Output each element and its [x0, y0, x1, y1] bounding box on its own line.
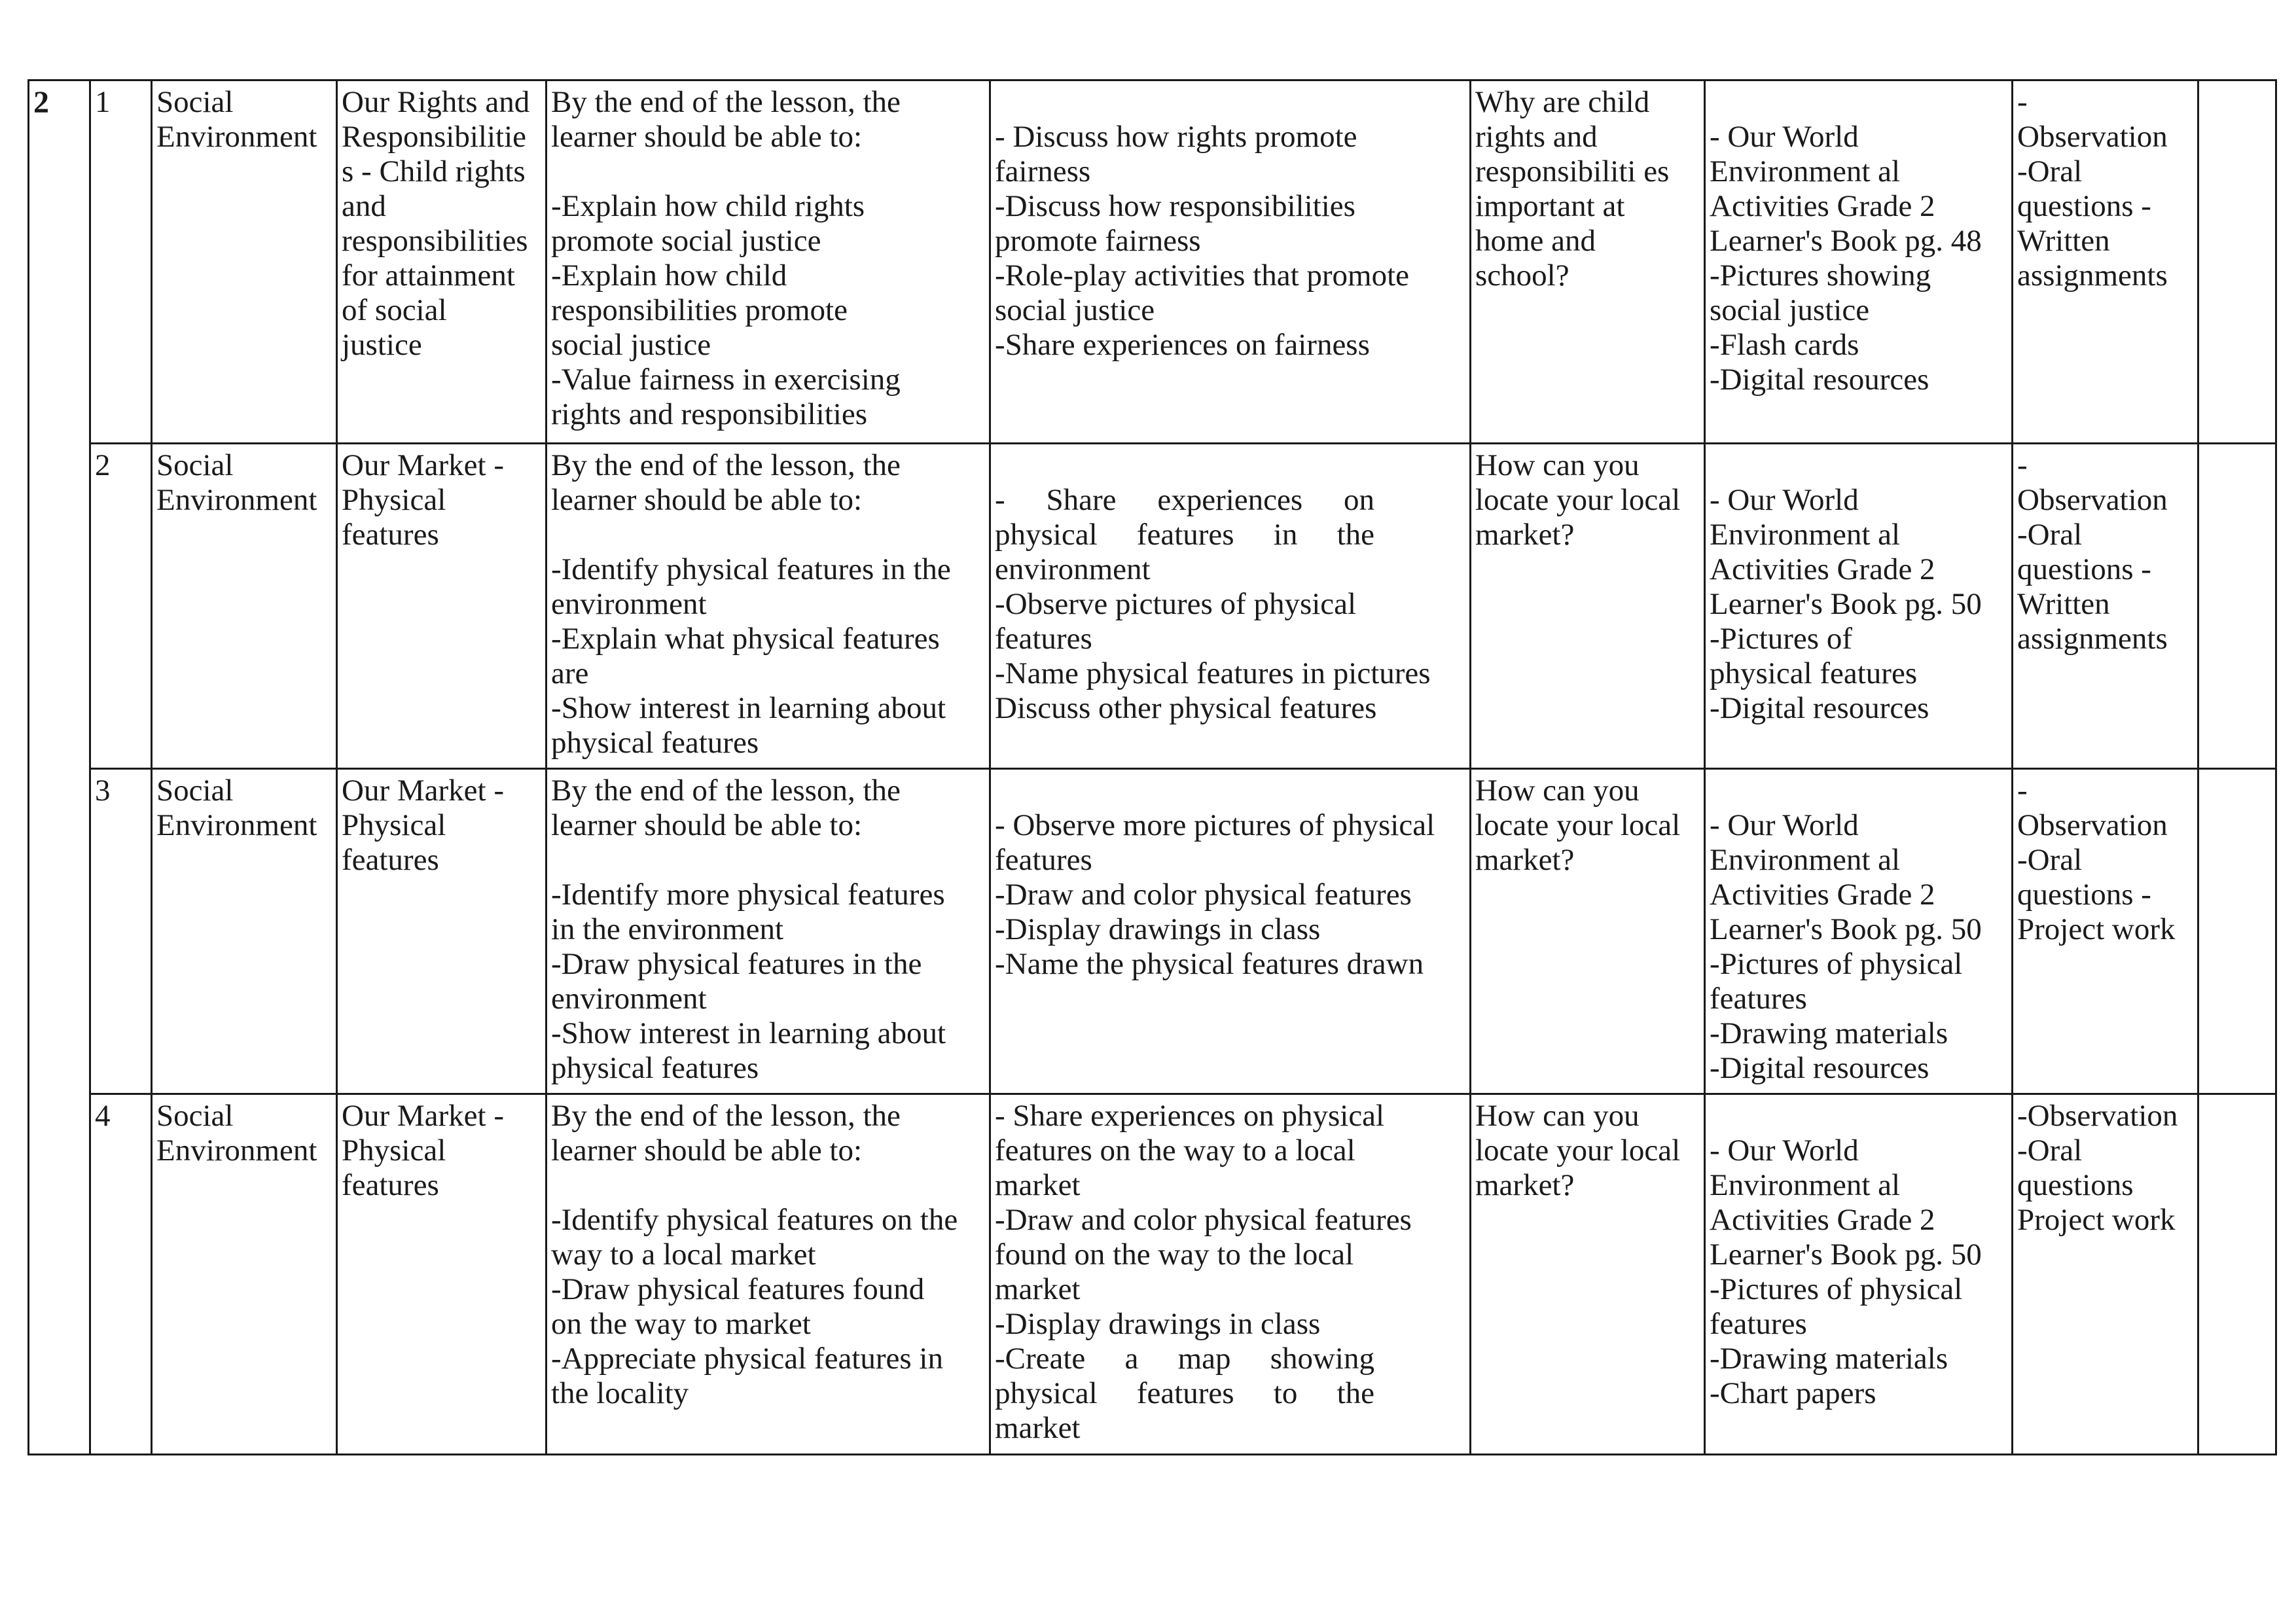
outcome-item: -Draw physical features in the [551, 947, 922, 981]
experience-item: physical features to the [995, 1376, 1374, 1410]
resource-item: Learner's Book pg. 50 [1710, 1238, 1982, 1272]
outcome-item: social justice [551, 328, 711, 362]
experience-item: -Name the physical features drawn [995, 947, 1424, 981]
resources-cell [1705, 1094, 2013, 1455]
resources-cell [1705, 769, 2013, 1094]
week-cell [29, 80, 90, 1455]
experience-item: social justice [995, 293, 1155, 327]
resource-item: Activities Grade 2 [1710, 878, 1935, 912]
sub-strand-line: for attainment [342, 259, 515, 293]
resource-item: -Pictures of physical [1710, 1272, 1963, 1306]
strand-cell [152, 444, 337, 769]
assessment-cell [2013, 80, 2198, 444]
experience-item: features [995, 843, 1092, 877]
inquiry-line: locate your local [1475, 1133, 1681, 1168]
resource-item: -Digital resources [1710, 1051, 1929, 1085]
sub-strand-line: Responsibilitie [342, 120, 526, 154]
outcome-item: environment [551, 982, 707, 1016]
resource-item: Environment al [1710, 1168, 1901, 1202]
experience-item: market [995, 1272, 1081, 1306]
remarks-cell [2198, 80, 2276, 444]
experiences-cell [990, 1094, 1471, 1455]
sub-strand-cell [337, 444, 547, 769]
outcome-item: in the environment [551, 912, 784, 946]
experience-item: features on the way to a local [995, 1133, 1355, 1168]
scheme-of-work [27, 79, 2275, 1455]
strand-line: Social [156, 1099, 234, 1133]
sub-strand-line: features [342, 1168, 439, 1202]
inquiry-cell [1471, 769, 1705, 1094]
assessment-line: assignments [2017, 259, 2168, 293]
assessment-cell [2013, 1094, 2198, 1455]
outcome-item: promote social justice [551, 224, 821, 258]
resource-item: physical features [1710, 656, 1918, 690]
outcomes-intro: learner should be able to: [551, 120, 863, 154]
lesson-cell [90, 769, 152, 1094]
week-number: 2 [33, 85, 49, 120]
resource-item: features [1710, 1307, 1807, 1341]
experience-item: -Draw and color physical features [995, 1203, 1412, 1237]
experience-item: physical features in the [995, 518, 1374, 552]
assessment-line: -Oral [2017, 843, 2083, 877]
sub-strand-line: Our Market - [342, 448, 504, 482]
resource-item: -Pictures of [1710, 622, 1852, 656]
inquiry-line: market? [1475, 1168, 1575, 1202]
strand-line: Environment [156, 1133, 317, 1168]
lesson-cell [90, 444, 152, 769]
resource-item: -Pictures showing [1710, 259, 1931, 293]
assessment-line: -Observation [2017, 1099, 2178, 1133]
outcome-item: -Appreciate physical features in [551, 1342, 943, 1376]
outcome-item: responsibilities promote [551, 293, 848, 327]
inquiry-line: market? [1475, 518, 1575, 552]
outcome-item: on the way to market [551, 1307, 811, 1341]
sub-strand-line: features [342, 518, 439, 552]
outcome-item: -Identify physical features in the [551, 552, 951, 586]
inquiry-line: Why are child [1475, 85, 1650, 119]
experience-item: market [995, 1168, 1081, 1202]
assessment-line: Project work [2017, 912, 2176, 946]
resource-item: -Flash cards [1710, 328, 1859, 362]
inquiry-line: school? [1475, 259, 1570, 293]
outcomes-intro: By the end of the lesson, the [551, 1099, 901, 1133]
experience-item: -Name physical features in pictures [995, 656, 1431, 690]
resource-item: Activities Grade 2 [1710, 1203, 1935, 1237]
assessment-line: assignments [2017, 622, 2168, 656]
remarks-cell [2198, 1094, 2276, 1455]
outcome-item: -Identify more physical features [551, 878, 945, 912]
outcome-item: way to a local market [551, 1238, 816, 1272]
experience-item: -Display drawings in class [995, 1307, 1321, 1341]
inquiry-line: How can you [1475, 1099, 1640, 1133]
experience-item: -Display drawings in class [995, 912, 1321, 946]
experiences-cell [990, 769, 1471, 1094]
lesson-number: 2 [95, 448, 111, 482]
assessment-line: - [2017, 448, 2028, 482]
assessment-line: -Oral [2017, 1133, 2083, 1168]
outcome-item: -Identify physical features on the [551, 1203, 958, 1237]
experience-item: -Create a map showing [995, 1342, 1374, 1376]
experience-item: - Share experiences on physical [995, 1099, 1385, 1133]
table-row [29, 444, 2276, 769]
inquiry-cell [1471, 444, 1705, 769]
outcomes-cell [547, 769, 990, 1094]
sub-strand-line: Physical [342, 483, 446, 517]
experience-item: features [995, 622, 1092, 656]
assessment-line: Written [2017, 224, 2110, 258]
assessment-line: -Oral [2017, 518, 2083, 552]
experience-item: - Share experiences on [995, 483, 1374, 517]
sub-strand-line: Physical [342, 808, 446, 842]
table-row [29, 769, 2276, 1094]
inquiry-cell [1471, 1094, 1705, 1455]
inquiry-line: locate your local [1475, 483, 1681, 517]
resource-item: social justice [1710, 293, 1870, 327]
inquiry-cell [1471, 80, 1705, 444]
sub-strand-line: features [342, 843, 439, 877]
experience-item: -Share experiences on fairness [995, 328, 1370, 362]
experience-item: fairness [995, 154, 1091, 188]
resource-item: Environment al [1710, 843, 1901, 877]
assessment-line: Written [2017, 587, 2110, 621]
outcome-item: -Explain how child [551, 259, 787, 293]
assessment-line: -Oral [2017, 154, 2083, 188]
experience-item: - Discuss how rights promote [995, 120, 1357, 154]
outcomes-intro: By the end of the lesson, the [551, 85, 901, 119]
experience-item: promote fairness [995, 224, 1201, 258]
assessment-line: Observation [2017, 483, 2168, 517]
strand-cell [152, 80, 337, 444]
resource-item: Activities Grade 2 [1710, 189, 1935, 223]
resource-item: - Our World [1710, 120, 1859, 154]
remarks-cell [2198, 769, 2276, 1094]
outcome-item: the locality [551, 1376, 689, 1410]
outcome-item: -Draw physical features found [551, 1272, 925, 1306]
inquiry-line: How can you [1475, 448, 1640, 482]
resource-item: Activities Grade 2 [1710, 552, 1935, 586]
resource-item: -Chart papers [1710, 1376, 1876, 1410]
table-body [29, 80, 2276, 1455]
resource-item: Learner's Book pg. 48 [1710, 224, 1982, 258]
sub-strand-line: Our Market - [342, 1099, 504, 1133]
experience-item: market [995, 1411, 1081, 1445]
sub-strand-line: and [342, 189, 386, 223]
strand-line: Social [156, 85, 234, 119]
resource-item: - Our World [1710, 808, 1859, 842]
inquiry-line: locate your local [1475, 808, 1681, 842]
outcome-item: -Value fairness in exercising [551, 363, 901, 397]
inquiry-line: responsibiliti es [1475, 154, 1670, 188]
resource-item: - Our World [1710, 1133, 1859, 1168]
experience-item: environment [995, 552, 1151, 586]
lesson-cell [90, 1094, 152, 1455]
sub-strand-cell [337, 80, 547, 444]
strand-line: Social [156, 448, 234, 482]
resource-item: -Digital resources [1710, 691, 1929, 725]
strand-cell [152, 769, 337, 1094]
assessment-cell [2013, 769, 2198, 1094]
strand-line: Environment [156, 483, 317, 517]
sub-strand-line: Our Rights and [342, 85, 530, 119]
assessment-line: questions - [2017, 189, 2151, 223]
resource-item: Environment al [1710, 154, 1901, 188]
lesson-number: 3 [95, 774, 111, 808]
inquiry-line: rights and [1475, 120, 1598, 154]
lesson-number: 1 [95, 85, 111, 119]
scheme-table [27, 79, 2277, 1455]
resource-item: -Drawing materials [1710, 1342, 1948, 1376]
assessment-line: questions - [2017, 552, 2151, 586]
resource-item: -Digital resources [1710, 363, 1929, 397]
outcomes-intro: learner should be able to: [551, 483, 863, 517]
resources-cell [1705, 444, 2013, 769]
strand-line: Environment [156, 808, 317, 842]
assessment-line: Observation [2017, 120, 2168, 154]
experience-item: -Discuss how responsibilities [995, 189, 1355, 223]
resource-item: Learner's Book pg. 50 [1710, 912, 1982, 946]
experience-item: Discuss other physical features [995, 691, 1377, 725]
outcome-item: -Show interest in learning about [551, 691, 946, 725]
outcomes-intro: learner should be able to: [551, 808, 863, 842]
strand-line: Environment [156, 120, 317, 154]
strand-line: Social [156, 774, 234, 808]
resource-item: -Pictures of physical [1710, 947, 1963, 981]
lesson-cell [90, 80, 152, 444]
outcome-item: -Explain what physical features [551, 622, 940, 656]
experience-item: -Role-play activities that promote [995, 259, 1410, 293]
assessment-line: questions [2017, 1168, 2134, 1202]
resources-cell [1705, 80, 2013, 444]
lesson-number: 4 [95, 1099, 111, 1133]
sub-strand-line: of social [342, 293, 447, 327]
resource-item: -Drawing materials [1710, 1016, 1948, 1050]
assessment-line: Project work [2017, 1203, 2176, 1237]
sub-strand-line: responsibilities [342, 224, 528, 258]
outcome-item: are [551, 656, 589, 690]
experiences-cell [990, 80, 1471, 444]
sub-strand-line: justice [342, 328, 422, 362]
outcome-item: physical features [551, 1051, 759, 1085]
inquiry-line: important at [1475, 189, 1625, 223]
inquiry-line: home and [1475, 224, 1596, 258]
assessment-line: - [2017, 85, 2028, 119]
sub-strand-cell [337, 1094, 547, 1455]
table-row [29, 1094, 2276, 1455]
assessment-cell [2013, 444, 2198, 769]
outcome-item: environment [551, 587, 707, 621]
table-row [29, 80, 2276, 444]
resource-item: Environment al [1710, 518, 1901, 552]
resource-item: Learner's Book pg. 50 [1710, 587, 1982, 621]
remarks-cell [2198, 444, 2276, 769]
experience-item: -Draw and color physical features [995, 878, 1412, 912]
experience-item: - Observe more pictures of physical [995, 808, 1435, 842]
sub-strand-cell [337, 769, 547, 1094]
outcomes-intro: By the end of the lesson, the [551, 774, 901, 808]
inquiry-line: How can you [1475, 774, 1640, 808]
outcome-item: -Explain how child rights [551, 189, 865, 223]
experiences-cell [990, 444, 1471, 769]
sub-strand-line: Physical [342, 1133, 446, 1168]
outcome-item: rights and responsibilities [551, 397, 868, 431]
assessment-line: Observation [2017, 808, 2168, 842]
outcomes-cell [547, 80, 990, 444]
assessment-line: - [2017, 774, 2028, 808]
outcomes-intro: By the end of the lesson, the [551, 448, 901, 482]
outcomes-cell [547, 444, 990, 769]
experience-item: found on the way to the local [995, 1238, 1354, 1272]
strand-cell [152, 1094, 337, 1455]
resource-item: - Our World [1710, 483, 1859, 517]
resource-item: features [1710, 982, 1807, 1016]
sub-strand-line: s - Child rights [342, 154, 526, 188]
outcome-item: -Show interest in learning about [551, 1016, 946, 1050]
experience-item: -Observe pictures of physical [995, 587, 1357, 621]
outcomes-intro: learner should be able to: [551, 1133, 863, 1168]
assessment-line: questions - [2017, 878, 2151, 912]
inquiry-line: market? [1475, 843, 1575, 877]
outcome-item: physical features [551, 726, 759, 760]
outcomes-cell [547, 1094, 990, 1455]
sub-strand-line: Our Market - [342, 774, 504, 808]
